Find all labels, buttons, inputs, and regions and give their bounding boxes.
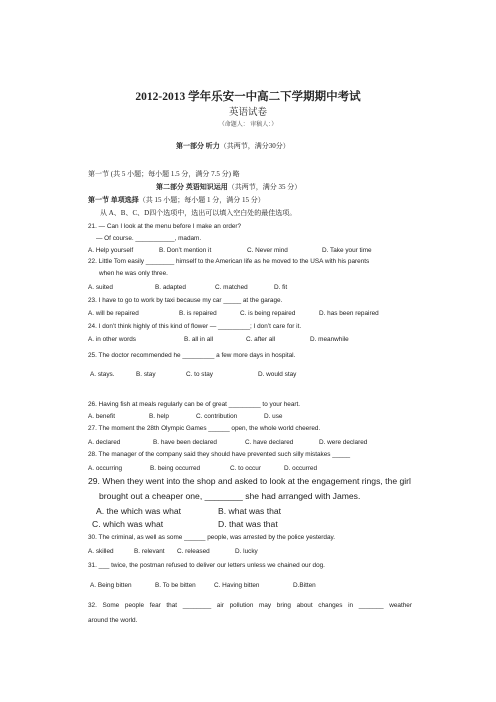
question-22-option-c[interactable]: C. matched <box>215 284 248 291</box>
question-25-option-a[interactable]: A. stays. <box>90 371 115 378</box>
part2-heading-note: （共两节，满分 35 分） <box>227 183 302 191</box>
question-26-option-a[interactable]: A. benefit <box>88 413 116 420</box>
question-32-line2: around the world. <box>88 617 138 624</box>
question-29-option-c[interactable]: C. which was what <box>92 519 164 529</box>
question-24-option-b[interactable]: B. all in all <box>184 336 214 343</box>
question-23-option-b[interactable]: B. is repaired <box>179 310 217 317</box>
question-22-option-a[interactable]: A. suited <box>88 284 113 291</box>
question-32-stem: 32. Some people fear that ________ air pollution may bring about changes in _______ weather <box>88 602 412 609</box>
question-25-option-b[interactable]: B. stay <box>136 371 156 378</box>
question-21-stem: 21. — Can I look at the menu before I make an order? <box>88 223 242 230</box>
part2-section1-title: 第一节 单项选择 <box>88 196 139 204</box>
part2-heading <box>156 182 301 192</box>
part2-section1-note: （共 15 小题；每小题 1 分，满分 15 分） <box>138 196 265 204</box>
exam-title: 2012-2013 学年乐安一中高二下学期期中考试 <box>135 91 361 103</box>
question-23-option-d[interactable]: D. has been repaired <box>319 310 379 317</box>
question-25-option-c[interactable]: C. to stay <box>186 371 213 378</box>
question-27-option-b[interactable]: B. have been declared <box>153 439 217 446</box>
question-29-stem: 29. When they went into the shop and asked to look at the engagement rings, the girl <box>88 476 411 486</box>
exam-authors: （命题人： 审稿人：） <box>218 122 278 128</box>
question-30-stem: 30. The criminal, as well as some ______ people, was arrested by the police yesterday. <box>88 534 335 541</box>
question-31-option-c[interactable]: C. Having bitten <box>214 582 260 589</box>
question-24-option-c[interactable]: C. after all <box>246 336 276 343</box>
question-27-option-c[interactable]: C. have declared <box>245 439 294 446</box>
question-26-stem: 26. Having fish at meals regularly can be of great _________ to your heart. <box>88 401 301 408</box>
question-22-option-b[interactable]: B. adapted <box>155 284 186 291</box>
question-30-option-c[interactable]: C. released <box>177 548 210 555</box>
question-22-option-d[interactable]: D. fit <box>274 284 288 291</box>
part2-instructions: 从 A、B、C、D四个选项中，选出可以填入空白处的最佳选项。 <box>100 209 297 217</box>
part2-section1 <box>88 195 265 205</box>
question-29-line2: brought out a cheaper one, ________ she had arranged with James. <box>99 491 361 501</box>
part1-heading-note: （共两节，满分30分） <box>219 142 290 150</box>
question-30-option-d[interactable]: D. lucky <box>235 548 258 555</box>
question-23-option-c[interactable]: C. is being repaired <box>240 310 296 317</box>
question-31-stem: 31. ___ twice, the postman refused to deliver our letters unless we chained our dog. <box>88 562 325 569</box>
question-21-line2: — Of course. ___________, madam. <box>96 235 202 242</box>
part1-section1: 第一节 (共 5 小题；每小题 1.5 分，满分 7.5 分) 略 <box>88 170 240 178</box>
question-21-option-d[interactable]: D. Take your time <box>322 247 372 254</box>
question-31-option-d[interactable]: D.Bitten <box>293 582 316 589</box>
question-26-option-c[interactable]: C. contribution <box>196 413 238 420</box>
part1-heading <box>176 141 290 151</box>
question-24-option-a[interactable]: A. in other words <box>88 336 136 343</box>
question-28-option-c[interactable]: C. to occur <box>230 465 261 472</box>
question-30-option-b[interactable]: B. relevant <box>134 548 165 555</box>
exam-subtitle: 英语试卷 <box>228 108 267 118</box>
question-22-stem: 22. Little Tom easily ________ himself to the American life as he moved to the USA with his parents <box>88 258 370 265</box>
part1-heading-title: 第一部分 听力 <box>176 142 220 150</box>
question-27-option-a[interactable]: A. declared <box>88 439 121 446</box>
question-24-option-d[interactable]: D. meanwhile <box>310 336 349 343</box>
question-23-stem: 23. I have to go to work by taxi because my car _____ at the garage. <box>88 297 283 304</box>
question-23-option-a[interactable]: A. will be repaired <box>88 310 139 317</box>
part2-heading-title: 第二部分 英语知识运用 <box>156 183 228 191</box>
question-25-option-d[interactable]: D. would stay <box>258 371 297 378</box>
question-25-stem: 25. The doctor recommended he _________ a few more days in hospital. <box>88 352 296 359</box>
question-28-option-b[interactable]: B. being occurred <box>150 465 201 472</box>
question-28-option-d[interactable]: D. occurred <box>284 465 318 472</box>
question-29-option-b[interactable]: B. what was that <box>218 506 282 516</box>
question-29-option-a[interactable]: A. the which was what <box>96 506 182 516</box>
question-22-line2: when he was only three. <box>99 270 168 277</box>
question-24-stem: 24. I don’t think highly of this kind of flower — _________; I don’t care for it. <box>88 323 302 330</box>
question-26-option-d[interactable]: D. use <box>264 413 283 420</box>
question-28-option-a[interactable]: A. occurring <box>88 465 123 472</box>
question-30-option-a[interactable]: A. skilled <box>88 548 114 555</box>
question-27-option-d[interactable]: D. were declared <box>319 439 368 446</box>
question-29-option-d[interactable]: D. that was that <box>218 519 278 529</box>
question-21-option-b[interactable]: B. Don’t mention it <box>159 247 212 254</box>
question-26-option-b[interactable]: B. help <box>149 413 169 420</box>
question-21-option-a[interactable]: A. Help yourself <box>88 247 134 254</box>
question-28-stem: 28. The manager of the company said they should have prevented such silly mistakes _____ <box>88 451 351 458</box>
question-27-stem: 27. The moment the 28th Olympic Games ______ open, the whole world cheered. <box>88 425 321 432</box>
question-31-option-b[interactable]: B. To be bitten <box>155 582 196 589</box>
question-21-option-c[interactable]: C. Never mind <box>247 247 288 254</box>
question-31-option-a[interactable]: A. Being bitten <box>90 582 132 589</box>
